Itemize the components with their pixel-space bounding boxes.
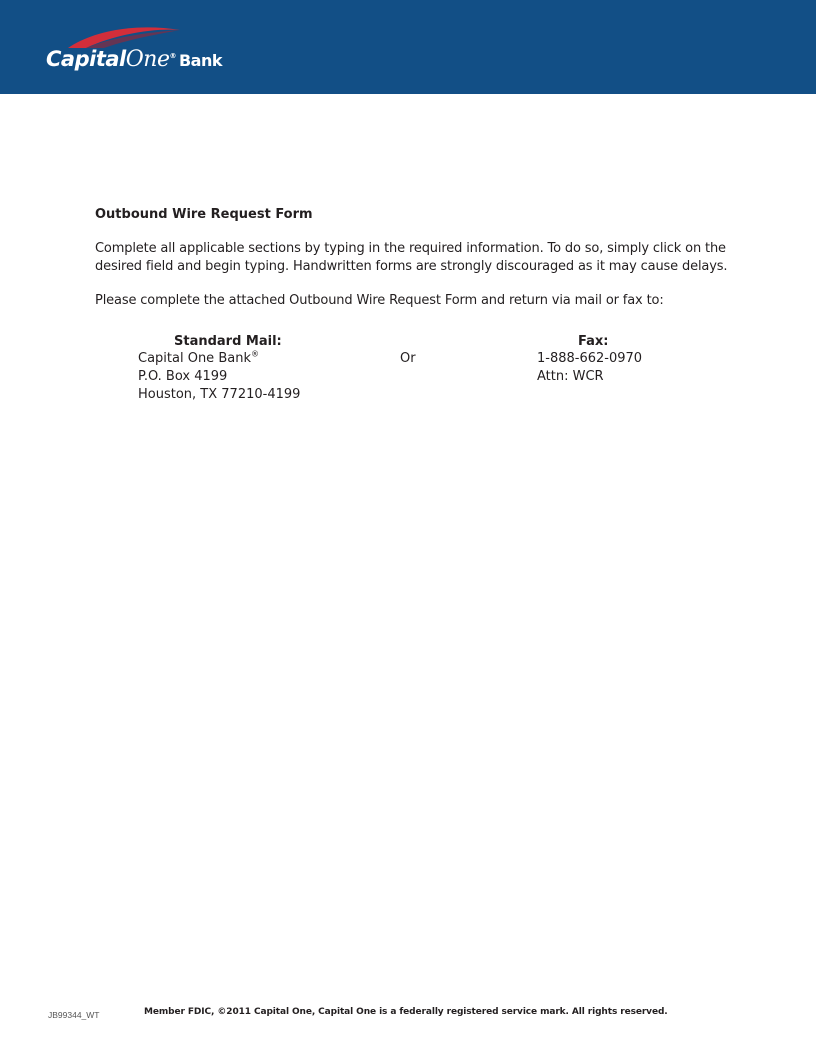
mail-city: Houston, TX 77210-4199 [138,387,301,402]
mail-bank-name-text: Capital One Bank [138,351,251,366]
mail-bank-name [138,350,259,368]
logo-one-text: One [125,47,170,72]
capital-one-bank-logo [46,24,246,76]
logo-wordmark [46,44,222,73]
document-code: JB99344_WT [48,1010,100,1020]
standard-mail-heading: Standard Mail: [174,334,282,349]
instructions-paragraph: Complete all applicable sections by typing in the required information. To do so, simply click on the desired field and begin typing. Handwritten forms are strongly discouraged as it may cause delays. [95,241,728,274]
return-note-paragraph: Please complete the attached Outbound Wire Request Form and return via mail or fax to: [95,293,664,308]
mail-po-box: P.O. Box 4199 [138,369,228,384]
header-band [0,0,816,94]
registered-mark: ® [250,349,259,359]
fax-number: 1-888-662-0970 [537,351,643,366]
fax-heading: Fax: [578,334,609,349]
logo-capital-text: Capital [46,47,126,71]
logo-trademark: ® [169,52,176,60]
form-title: Outbound Wire Request Form [95,207,313,222]
fax-attn: Attn: WCR [537,369,604,384]
logo-bank-text: Bank [178,51,222,70]
footer-legal-note: Member FDIC, ©2011 Capital One, Capital One is a federally registered service mark. All rights reserved. [144,1007,668,1017]
or-separator: Or [400,351,416,366]
